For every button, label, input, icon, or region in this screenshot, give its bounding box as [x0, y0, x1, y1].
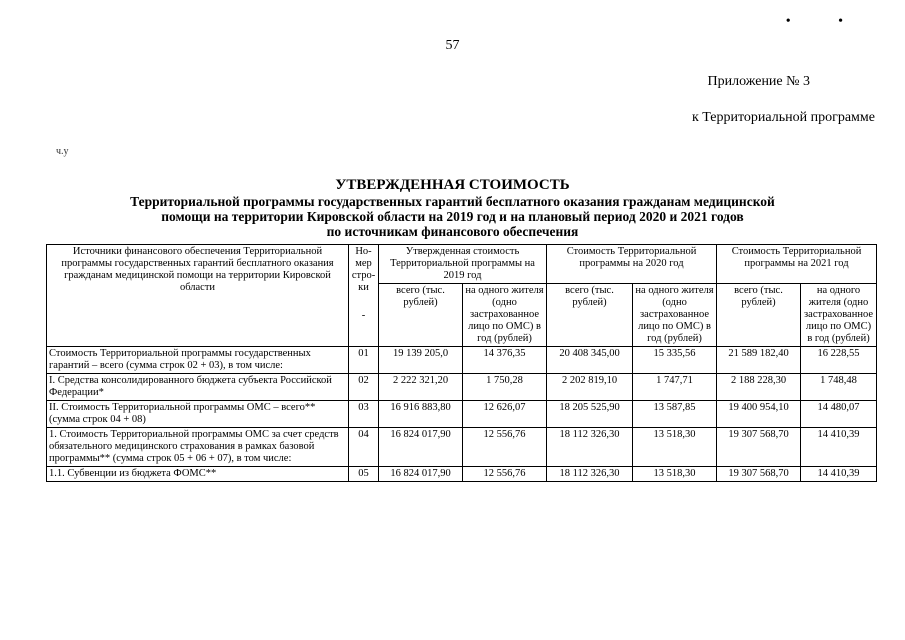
- value-2019-total: 16 916 883,80: [379, 401, 463, 428]
- value-2021-total: 19 307 568,70: [717, 428, 801, 467]
- page-number: 57: [445, 38, 460, 53]
- value-2020-per-capita: 13 587,85: [633, 401, 717, 428]
- table-row: [47, 428, 877, 467]
- scan-dots: • •: [785, 14, 865, 29]
- value-2021-per-capita: 14 480,07: [801, 401, 877, 428]
- header-2021-total: всего (тыс. рублей): [717, 284, 801, 347]
- header-line-no: [349, 245, 379, 347]
- header-source: Источники финансового обеспечения Территориальной программы государственных гарантий бесплатного оказания гражданам медицинской помощи на территории Кировской области: [47, 245, 349, 347]
- row-name: II. Стоимость Территориальной программы ОМС – всего** (сумма строк 04 + 08): [47, 401, 349, 428]
- cost-table: [46, 244, 877, 482]
- value-2021-total: 19 400 954,10: [717, 401, 801, 428]
- document-title: [0, 176, 905, 239]
- title-line-1: Территориальной программы государственных гарантий бесплатного оказания гражданам медицинской: [130, 194, 775, 209]
- header-2020: Стоимость Территориальной программы на 2020 год: [547, 245, 717, 284]
- header-2019-total: всего (тыс. рублей): [379, 284, 463, 347]
- header-line-no-dash: -: [361, 310, 366, 321]
- value-2020-per-capita: 13 518,30: [633, 467, 717, 482]
- value-2019-per-capita: 12 626,07: [463, 401, 547, 428]
- row-name: I. Средства консолидированного бюджета субъекта Российской Федерации*: [47, 374, 349, 401]
- row-name: Стоимость Территориальной программы государственных гарантий – всего (сумма строк 02 + 03), в том числе:: [47, 347, 349, 374]
- value-2021-per-capita: 14 410,39: [801, 428, 877, 467]
- value-2019-total: 16 824 017,90: [379, 467, 463, 482]
- row-number: 05: [349, 467, 379, 482]
- value-2021-per-capita: 14 410,39: [801, 467, 877, 482]
- title-main: УТВЕРЖДЕННАЯ СТОИМОСТЬ: [335, 177, 570, 193]
- value-2019-per-capita: 14 376,35: [463, 347, 547, 374]
- row-number: 02: [349, 374, 379, 401]
- value-2020-total: 2 202 819,10: [547, 374, 633, 401]
- value-2020-total: 20 408 345,00: [547, 347, 633, 374]
- value-2019-total: 19 139 205,0: [379, 347, 463, 374]
- value-2021-total: 2 188 228,30: [717, 374, 801, 401]
- table-row: [47, 374, 877, 401]
- value-2020-per-capita: 1 747,71: [633, 374, 717, 401]
- value-2021-per-capita: 1 748,48: [801, 374, 877, 401]
- row-name: 1. Стоимость Территориальной программы ОМС за счет средств обязательного медицинского страхования в рамках базовой программы** (сумма строк 05 + 06 + 07), в том числе:: [47, 428, 349, 467]
- table-row: [47, 401, 877, 428]
- title-line-3: по источникам финансового обеспечения: [326, 224, 579, 239]
- value-2021-total: 21 589 182,40: [717, 347, 801, 374]
- value-2019-total: 16 824 017,90: [379, 428, 463, 467]
- value-2020-per-capita: 13 518,30: [633, 428, 717, 467]
- value-2021-per-capita: 16 228,55: [801, 347, 877, 374]
- value-2020-total: 18 112 326,30: [547, 467, 633, 482]
- value-2020-total: 18 112 326,30: [547, 428, 633, 467]
- table-row: [47, 467, 877, 482]
- header-2021-per-capita: на одного жителя (одно застрахованное лицо по ОМС) в год (рублей): [801, 284, 877, 347]
- title-line-2: помощи на территории Кировской области на 2019 год и на плановый период 2020 и 2021 годов: [161, 209, 744, 224]
- value-2019-per-capita: 12 556,76: [463, 467, 547, 482]
- value-2019-total: 2 222 321,20: [379, 374, 463, 401]
- row-number: 03: [349, 401, 379, 428]
- row-number: 01: [349, 347, 379, 374]
- scan-smudge: ч.у: [56, 146, 69, 157]
- value-2019-per-capita: 12 556,76: [463, 428, 547, 467]
- row-number: 04: [349, 428, 379, 467]
- header-line-no-label: Но-мер стро-ки: [351, 246, 376, 293]
- appendix-title: Приложение № 3: [707, 74, 810, 89]
- value-2020-per-capita: 15 335,56: [633, 347, 717, 374]
- header-2019-per-capita: на одного жителя (одно застрахованное лицо по ОМС) в год (рублей): [463, 284, 547, 347]
- table-row: [47, 347, 877, 374]
- value-2019-per-capita: 1 750,28: [463, 374, 547, 401]
- header-2019: Утвержденная стоимость Территориальной программы на 2019 год: [379, 245, 547, 284]
- header-2020-total: всего (тыс. рублей): [547, 284, 633, 347]
- header-2020-per-capita: на одного жителя (одно застрахованное лицо по ОМС) в год (рублей): [633, 284, 717, 347]
- row-name: 1.1. Субвенции из бюджета ФОМС**: [47, 467, 349, 482]
- value-2021-total: 19 307 568,70: [717, 467, 801, 482]
- value-2020-total: 18 205 525,90: [547, 401, 633, 428]
- header-2021: Стоимость Территориальной программы на 2021 год: [717, 245, 877, 284]
- appendix-subtitle: к Территориальной программе: [691, 110, 875, 125]
